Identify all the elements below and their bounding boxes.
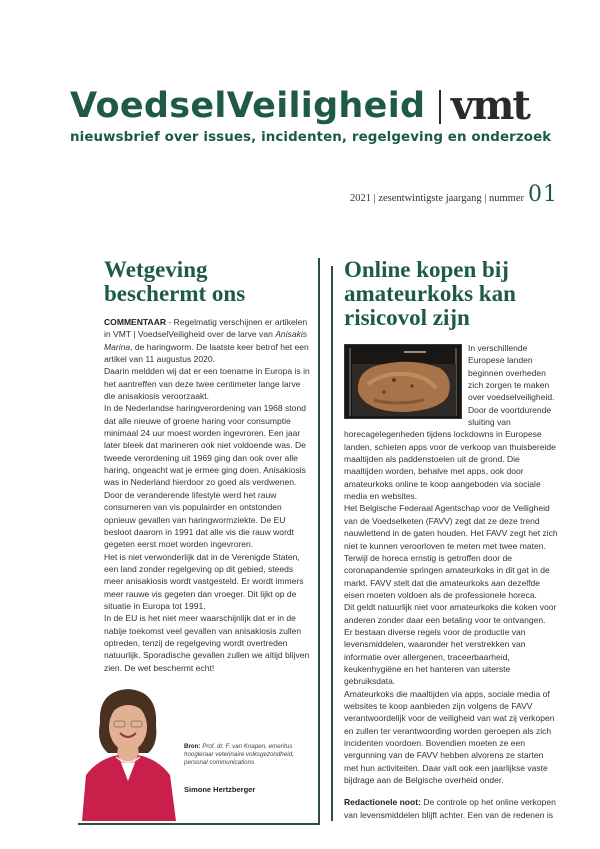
author-photo	[78, 683, 178, 821]
article-left-paragraph: In de Nederlandse haringverordening van 1968 stond dat alle nieuwe of groene haring voor consumptie minimaal 24 uur moest worden ingevroren. Een jaar later bleek dat marineren ook niet voldoende was. De tweede verordening uit 1969 ging dan ook over alle haring, ongeacht wat je ermee ging doen. Anisakiosis was in Nederland hierdoor zo goed als verdwenen.	[104, 403, 306, 488]
article-online-kopen	[344, 258, 560, 821]
person-portrait-image	[78, 683, 178, 821]
article-left-paragraph: Daarin meldden wij dat er een toename in Europa is in het aantreffen van deze twee centimeter lange larve die anisakiosis veroorzaakt.	[104, 366, 310, 402]
source-citation	[184, 743, 314, 767]
column-divider	[331, 266, 333, 821]
source-label: Bron:	[184, 743, 201, 750]
article-left-paragraph	[104, 316, 314, 365]
article-right-paragraph: Amateurkoks die maaltijden via apps, sociale media of websites te koop aanbieden zijn volgens de FAVV verantwoordelijk voor de veiligheid van wat zij verkopen en zullen ter verantwoording worden geroepen als zich incidenten voordoen. Bovendien moeten ze een vergunning van de FAVV hebben alvorens ze starten met hun activiteiten. Daar valt ook een jaarlijkse vaste bijdrage aan de Belgische overheid onder.	[344, 688, 555, 786]
brand-separator	[439, 90, 441, 124]
article-right-paragraph: Er bestaan diverse regels voor de productie van levensmiddelen, waaronder het verstrekken van informatie over allergenen, traceerbaarheid, keukenhygiëne en het hanteren van uiterste gebruiksdata.	[344, 626, 526, 687]
article-left-paragraph: Door de veranderende lifestyle werd het rauw consumeren van vis populairder en ontstonden opnieuw gevallen van haringwormziekte. De EU besloot daarom in 1991 dat alle vis die rauw wordt gegeten eerst moet worden ingevroren.	[104, 489, 295, 550]
brand-row	[70, 74, 560, 129]
article-left-paragraph: Het is niet verwonderlijk dat in de Verenigde Staten, een land zonder regelgeving op dit gebied, steeds meer anisakiosis wordt vastgesteld. Er wordt immers meer rauwe vis gegeten dan vroeger. Dit lijkt op de situatie in Europa tot 1991.	[104, 551, 304, 611]
brand-title: VoedselVeiligheid	[70, 86, 426, 126]
article-right-paragraph: Dit geldt natuurlijk niet voor amateurkoks die koken voor anderen zonder daar een betaling voor te ontvangen.	[344, 602, 557, 625]
article-left-title: Wetgeving beschermt ons	[104, 257, 246, 306]
issue-number: 01	[528, 182, 558, 207]
note-text: De controle op het online verkopen van levensmiddelen blijft achter. Een van de redenen is	[344, 797, 556, 820]
lead-label: COMMENTAAR	[104, 317, 167, 327]
masthead	[70, 74, 560, 145]
article-left-content	[104, 258, 314, 674]
lead-text-end: , de haringworm. De laatste keer betrof het een artikel van 11 augustus 2020.	[104, 341, 309, 365]
author-name: Simone Hertzberger	[184, 785, 256, 794]
issue-label: 2021 | zesentwintigste jaargang | nummer	[349, 193, 524, 204]
article-right-title: Online kopen bij amateurkoks kan risicovol zijn	[344, 257, 516, 330]
lead-text: - Regelmatig verschijnen er artikelen in VMT | VoedselVeiligheid over de larve van	[104, 317, 308, 340]
article-left-paragraph: In de EU is het niet meer waarschijnlijk dat er in de nabije toekomst veel gevallen van anisakiosis zullen optreden, tenzij de regelgeving wordt overtreden natuurlijk. Sporadische gevallen zullen we altijd blijven zien. De wet beschermt echt!	[104, 613, 310, 673]
roast-chicken-image	[344, 344, 462, 419]
vmt-logo: vmt	[450, 82, 529, 129]
source-text: Prof. dr. F. van Knapen, emeritus hoogleraar veterinaire volksgezondheid, personal communications	[184, 743, 294, 766]
editorial-note	[344, 796, 560, 821]
article-right-paragraph: Het Belgische Federaal Agentschap voor de Veiligheid van de Voedselketen (FAVV) zegt dat ze deze trend nauwlettend in de gaten houden. Het FAVV zegt het zich niet te kunnen veroorloven te meten met twee maten. Terwijl de horeca ernstig is getroffen door de coronapandemie springen amateurkoks in dit gat in de markt. FAVV stelt dat die amateurkoks aan dezelfde eisen moeten voldoen als de professionele horeca.	[344, 503, 558, 600]
note-label: Redactionele noot:	[344, 797, 421, 808]
tagline: nieuwsbrief over issues, incidenten, regelgeving en onderzoek	[70, 130, 552, 145]
issue-info	[350, 182, 558, 207]
article-right-paragraph: In verschillende Europese landen beginnen overheden zich zorgen te maken over voedselveiligheid. Door de voortdurende sluiting van horecagelegenheden tijdens lockdowns in Europese landen, schieten apps voor de verkoop van thuisbereide maaltijden als paddenstoelen uit de grond. Die maaltijden worden, behalve met apps, ook door amateurkoks online te koop aangeboden via sociale media en websites.	[344, 343, 556, 502]
species-name: Anisakis Marina	[104, 329, 308, 352]
article-wetgeving	[78, 258, 320, 825]
